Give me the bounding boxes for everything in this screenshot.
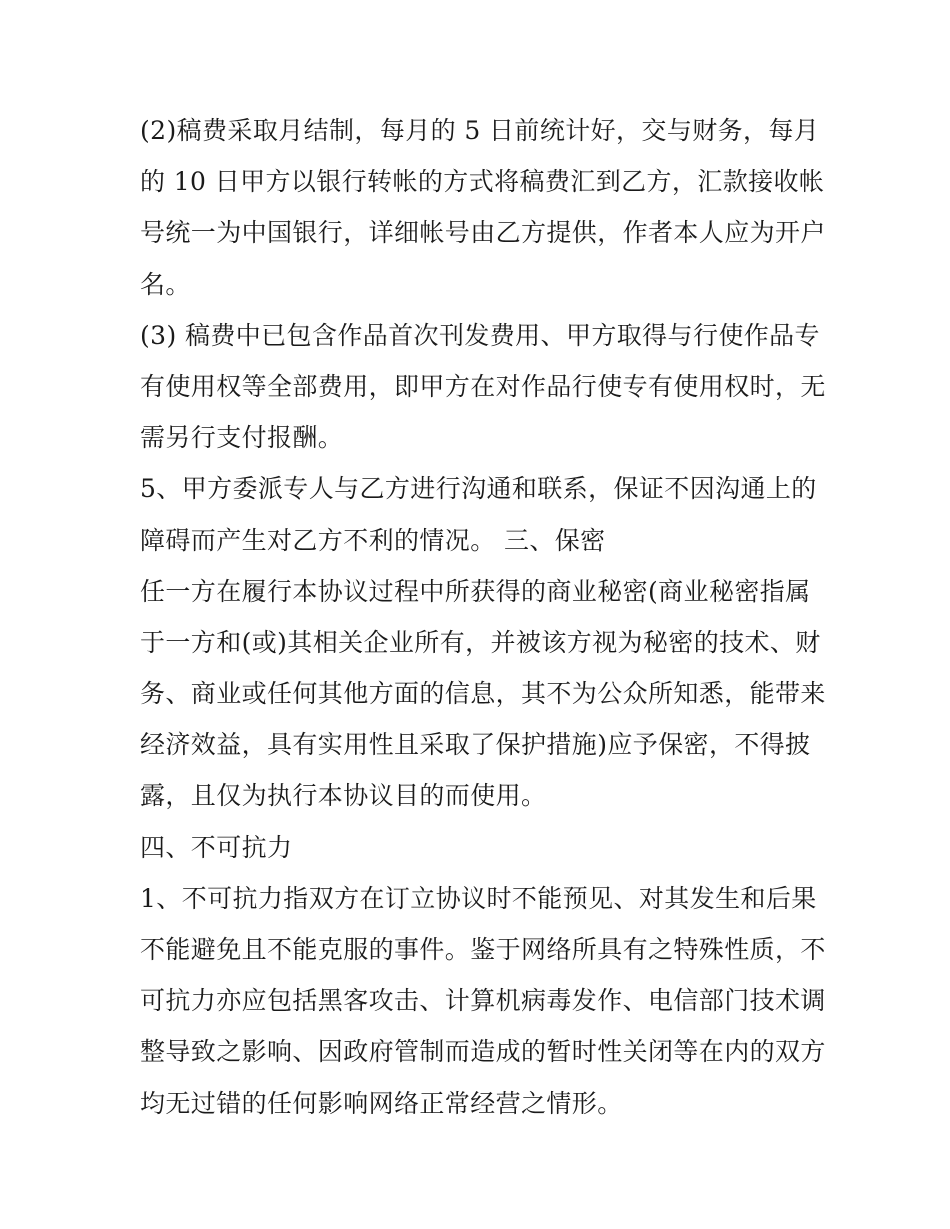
text-line: 务、商业或任何其他方面的信息，其不为公众所知悉，能带来 [140,679,826,709]
text-line: 5、甲方委派专人与乙方进行沟通和联系，保证不因沟通上的 [140,474,817,504]
text-line: 可抗力亦应包括黑客攻击、计算机病毒发作、电信部门技术调 [140,986,826,1016]
text-line: 整导致之影响、因政府管制而造成的暂时性关闭等在内的双方 [140,1037,826,1067]
text-line: 号统一为中国银行，详细帐号由乙方提供，作者本人应为开户 [140,218,826,248]
text-line: 需另行支付报酬。 [140,423,344,453]
text-line: (3) 稿费中已包含作品首次刊发费用、甲方取得与行使作品专 [140,320,820,350]
section-heading: 四、不可抗力 [140,832,293,862]
text-line: 名。 [140,269,191,299]
text-line: 的 10 日甲方以银行转帐的方式将稿费汇到乙方，汇款接收帐 [140,167,825,197]
text-line: 1、不可抗力指双方在订立协议时不能预见、对其发生和后果 [140,883,817,913]
text-line: (2)稿费采取月结制，每月的 5 日前统计好，交与财务，每月 [140,116,820,145]
text-line: 障碍而产生对乙方不利的情况。 三、保密 [140,525,606,555]
text-line: 有使用权等全部费用，即甲方在对作品行使专有使用权时，无 [140,371,826,401]
document-body [140,105,826,1129]
text-line: 于一方和(或)其相关企业所有，并被该方视为秘密的技术、财 [140,627,821,657]
text-line: 任一方在履行本协议过程中所获得的商业秘密(商业秘密指属 [140,576,811,606]
text-line: 露，且仅为执行本协议目的而使用。 [140,781,547,811]
text-line: 均无过错的任何影响网络正常经营之情形。 [140,1088,623,1118]
text-line: 不能避免且不能克服的事件。鉴于网络所具有之特殊性质，不 [140,935,826,964]
text-line: 经济效益，具有实用性且采取了保护措施)应予保密，不得披 [140,730,811,760]
